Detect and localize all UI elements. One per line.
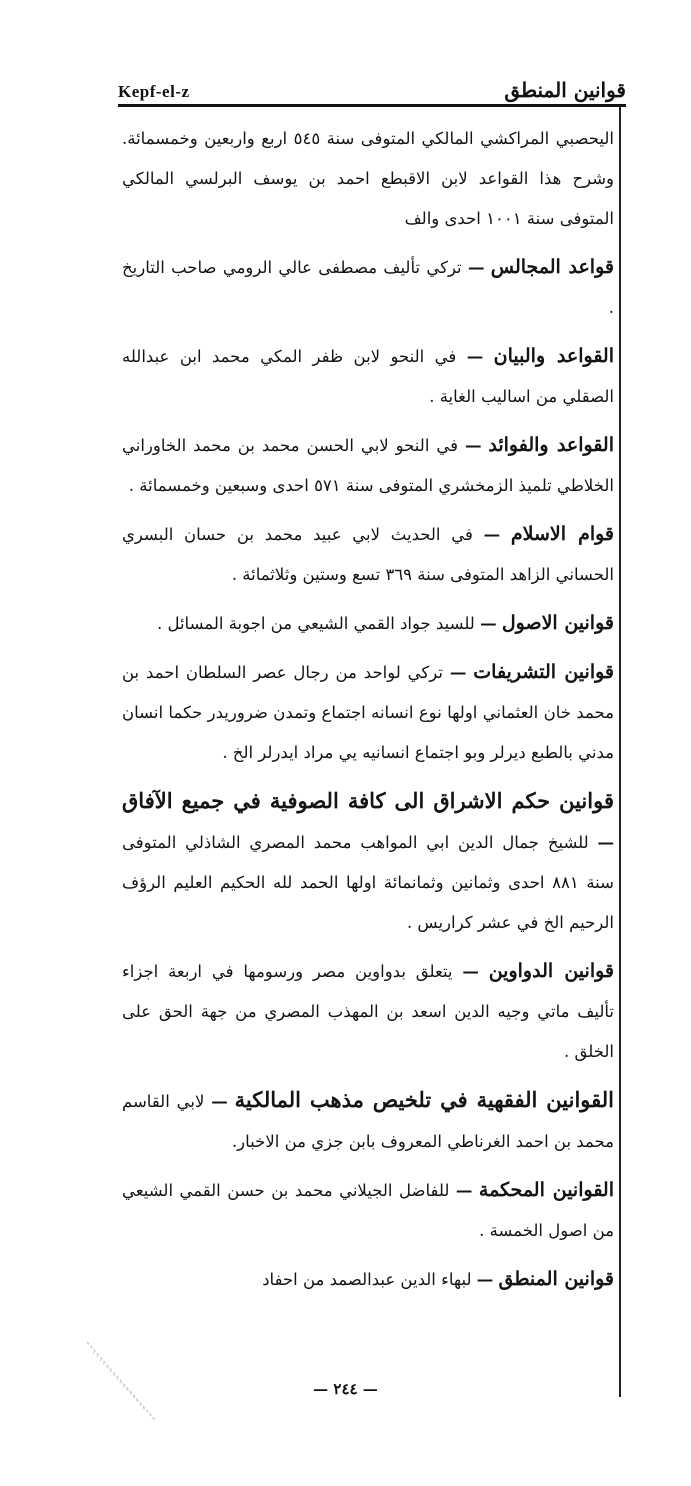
entry <box>122 336 614 417</box>
entry-text: في النحو لابي الحسن محمد بن محمد الخاوراني الخلاطي تلميذ الزمخشري المتوفى سنة ٥٧١ احدى وسبعين وخمسمائة . <box>122 436 614 495</box>
entry <box>122 425 614 506</box>
entry-dash: — <box>455 1181 473 1200</box>
entry-text: للفاضل الجيلاني محمد بن حسن القمي الشيعي من اصول الخمسة . <box>122 1181 614 1240</box>
entry-term: قوانين الاصول <box>501 612 614 634</box>
entry <box>122 1170 614 1251</box>
entry-dash: — <box>464 436 482 455</box>
entry-dash: — <box>597 833 614 852</box>
page-corner-scan-marks <box>85 1340 165 1430</box>
entry-dash: — <box>211 1092 228 1111</box>
margin-rule <box>619 107 621 1397</box>
entry-text: يتعلق بدواوين مصر ورسومها في اربعة اجزاء تأليف ماتي وجيه الدين اسعد بن المهذب المصري من جهة الحق على الخلق . <box>122 962 614 1061</box>
entry-text: في الحديث لابي عبيد محمد بن حسان البسري الحساني الزاهد المتوفى سنة ٣٦٩ تسع وستين وثلاثمائة . <box>122 525 614 584</box>
entry-text: تركي لواحد من رجال عصر السلطان احمد بن محمد خان العثماني اولها نوع انسانه اجتماع وتمدن ضروريدر حكما انسان مدني بالطبع ديرلر وبو اجتماع انسانيه يي مراد ايدرلر الخ . <box>122 663 614 762</box>
entry-term: القوانين الفقهية في تلخيص مذهب المالكية <box>234 1087 614 1112</box>
entry <box>122 1259 614 1300</box>
entry-term: القواعد والفوائد <box>488 434 614 456</box>
running-head-latin: Kepf-el-z <box>118 82 190 101</box>
entry-dash: — <box>483 525 501 544</box>
entry <box>122 652 614 773</box>
entry-text: اليحصبي المراكشي المالكي المتوفى سنة ٥٤٥ اربع واربعين وخمسمائة. وشرح هذا القواعد لابن الاقبطع احمد بن يوسف البرلسي المالكي المتوفى سنة ١٠٠١ احدى والف <box>122 129 615 228</box>
entry-term: قوانين حكم الاشراق الى كافة الصوفية في جميع الآفاق <box>122 788 614 813</box>
entry-dash: — <box>466 347 484 366</box>
entry-text: للشيخ جمال الدين ابي المواهب محمد المصري الشاذلي المتوفى سنة ٨٨١ احدى وثمانين وثمانمائة اولها الحمد لله الحكيم العليم الرؤف الرحيم الخ في عشر كراريس . <box>122 833 614 932</box>
entry-term: قوانين التشريفات <box>473 661 614 683</box>
entry-text: تركي تأليف مصطفى عالي الرومي صاحب التاريخ . <box>122 258 614 317</box>
entry-dash: — <box>467 258 485 277</box>
entry-text: للسيد جواد القمي الشيعي من اجوبة المسائل . <box>156 614 475 633</box>
page-header <box>118 62 626 102</box>
entry-term: قوانين المنطق <box>498 1268 614 1290</box>
entry <box>122 118 614 239</box>
entry <box>122 1080 614 1162</box>
entry <box>122 247 614 328</box>
entry-term: قواعد المجالس <box>490 256 614 278</box>
entry-text: لبهاء الدين عبدالصمد من احفاد <box>262 1270 472 1289</box>
entry-term: القوانين المحكمة <box>478 1179 614 1201</box>
page-number: — ٢٤٤ — <box>313 1380 378 1398</box>
entry-dash: — <box>449 663 467 682</box>
entry-term: القواعد والبيان <box>493 345 614 367</box>
entry-dash: — <box>476 1270 494 1289</box>
entry-text: في النحو لابن ظفر المكي محمد ابن عبدالله الصقلي من اساليب الغاية . <box>122 347 614 406</box>
running-head-title: قوانين المنطق <box>504 78 626 102</box>
header-rule <box>118 104 626 107</box>
entry-dash: — <box>462 962 479 981</box>
entry-dash: — <box>480 614 497 633</box>
entry <box>122 514 614 595</box>
entry <box>122 951 614 1072</box>
entry-term: قوام الاسلام <box>510 523 615 545</box>
entry-term: قوانين الدواوين <box>488 960 615 982</box>
entry-text: لابي القاسم محمد بن احمد الغرناطي المعروف بابن جزي من الاخبار. <box>122 1092 614 1151</box>
body-text <box>122 118 614 1308</box>
entry <box>122 781 614 943</box>
entry <box>122 603 614 644</box>
